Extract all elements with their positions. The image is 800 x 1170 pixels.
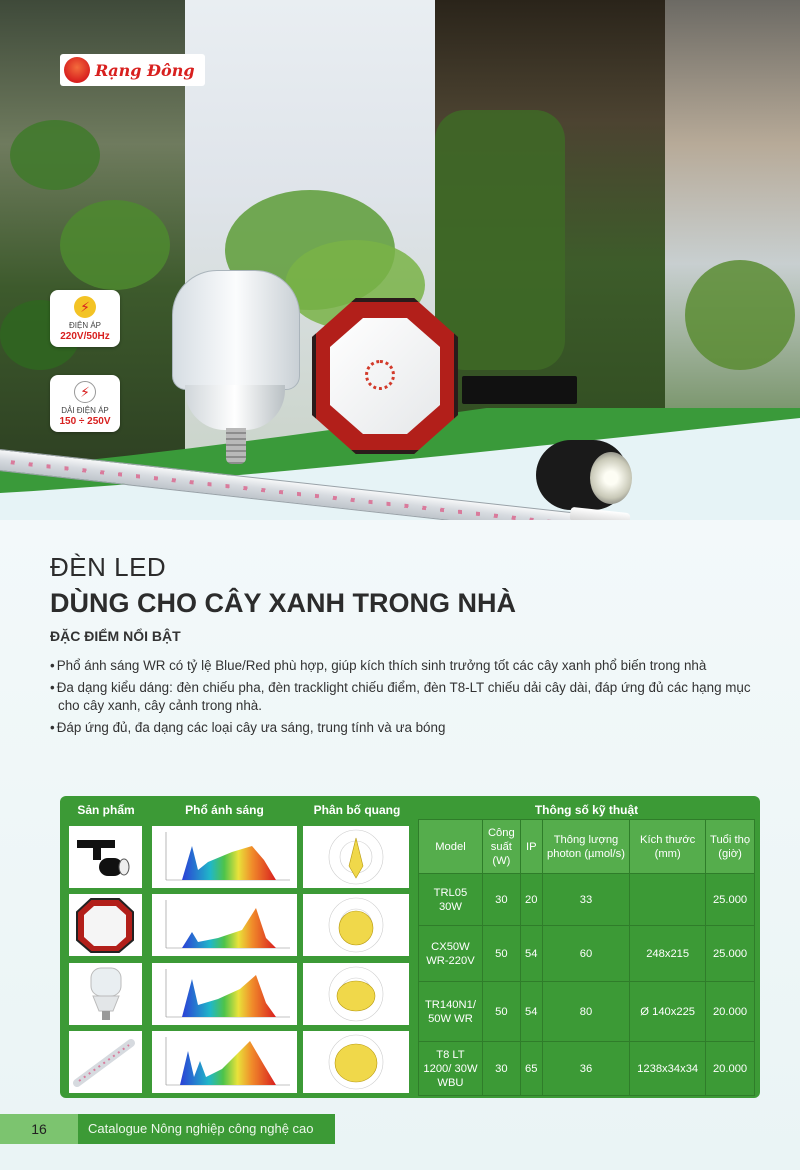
footer-title: Catalogue Nông nghiệp công nghệ cao <box>88 1121 314 1136</box>
feature-item: • Đáp ứng đủ, đa dạng các loại cây ưa sáng, trung tính và ưa bóng <box>50 719 770 737</box>
feature-item: • Phổ ánh sáng WR có tỷ lệ Blue/Red phù hợp, giúp kích thích sinh trưởng tốt các cây xanh phổ biến trong nhà <box>50 657 770 675</box>
light-distribution-4 <box>303 1031 409 1093</box>
cell-model: TRL05 30W <box>419 874 483 926</box>
light-distribution-3 <box>303 963 409 1025</box>
cell-photon: 60 <box>542 926 629 982</box>
led-bulb-cap <box>226 428 246 464</box>
spectrum-chart-3 <box>152 963 297 1025</box>
main-heading: DÙNG CHO CÂY XANH TRONG NHÀ <box>50 588 517 618</box>
spec-header-size: Kích thước (mm) <box>630 820 706 874</box>
cell-model: T8 LT 1200/ 30W WBU <box>419 1042 483 1096</box>
product-thumb-bulb <box>69 963 142 1025</box>
col-header-spectrum: Phổ ánh sáng <box>185 803 264 817</box>
cell-ip: 20 <box>520 874 542 926</box>
spectrum-chart-1 <box>152 826 297 888</box>
cell-photon: 33 <box>542 874 629 926</box>
spec-header-model: Model <box>419 820 483 874</box>
product-thumb-tube <box>69 1031 142 1093</box>
col-header-distribution: Phân bố quang <box>313 803 401 817</box>
brand-logo <box>60 54 205 86</box>
voltage-range-badge <box>50 375 120 432</box>
cell-power: 30 <box>482 874 520 926</box>
cell-photon: 80 <box>542 982 629 1042</box>
light-distribution-1 <box>303 826 409 888</box>
cell-size <box>630 874 706 926</box>
spec-header-row <box>419 820 755 874</box>
track-light-lens <box>590 452 632 504</box>
table-row <box>419 982 755 1042</box>
col-header-product: Sản phẩm <box>77 803 135 817</box>
cell-power: 50 <box>482 926 520 982</box>
track-light-rail <box>462 376 577 404</box>
voltage-badge <box>50 290 120 347</box>
sun-logo-icon <box>64 57 90 83</box>
cell-life: 25.000 <box>706 874 755 926</box>
spec-table <box>418 819 755 1096</box>
spec-header-life: Tuổi thọ (giờ) <box>706 820 755 874</box>
cell-photon: 36 <box>542 1042 629 1096</box>
cell-power: 30 <box>482 1042 520 1096</box>
table-row <box>419 1042 755 1096</box>
flood-light-led <box>365 360 395 390</box>
cell-model: CX50W WR-220V <box>419 926 483 982</box>
page-number: 16 <box>0 1114 78 1144</box>
voltage-range-value: 150 ÷ 250V <box>59 416 111 427</box>
cell-ip: 54 <box>520 982 542 1042</box>
hero-image <box>0 0 800 520</box>
voltage-range-icon: ⚡ <box>74 381 96 403</box>
spec-header-ip: IP <box>520 820 542 874</box>
cell-size: 248x215 <box>630 926 706 982</box>
spectrum-chart-2 <box>152 894 297 956</box>
cell-life: 20.000 <box>706 982 755 1042</box>
spec-header-power: Công suất (W) <box>482 820 520 874</box>
spec-header-photon: Thông lượng photon (µmol/s) <box>542 820 629 874</box>
features-heading: ĐẶC ĐIỂM NỔI BẬT <box>50 628 181 644</box>
col-header-specs: Thông số kỹ thuật <box>534 803 639 817</box>
voltage-range-label: DẢI ĐIỆN ÁP <box>61 406 109 415</box>
cell-ip: 65 <box>520 1042 542 1096</box>
cell-model: TR140N1/ 50W WR <box>419 982 483 1042</box>
spectrum-chart-4 <box>152 1031 297 1093</box>
cell-size: Ø 140x225 <box>630 982 706 1042</box>
product-thumb-tracklight <box>69 826 142 888</box>
product-thumb-floodlight <box>69 894 142 956</box>
cell-life: 20.000 <box>706 1042 755 1096</box>
led-bulb-product <box>172 270 300 390</box>
table-row <box>419 926 755 982</box>
sub-heading: ĐÈN LED <box>50 552 167 582</box>
feature-list <box>50 657 770 741</box>
light-distribution-2 <box>303 894 409 956</box>
voltage-badge-label: ĐIỆN ÁP <box>68 321 101 330</box>
cell-power: 50 <box>482 982 520 1042</box>
cell-size: 1238x34x34 <box>630 1042 706 1096</box>
voltage-badge-value: 220V/50Hz <box>60 331 110 342</box>
cell-ip: 54 <box>520 926 542 982</box>
brand-name: Rạng Đông <box>95 60 195 80</box>
table-row <box>419 874 755 926</box>
cell-life: 25.000 <box>706 926 755 982</box>
lightning-icon: ⚡ <box>74 296 96 318</box>
feature-item: • Đa dạng kiểu dáng: đèn chiếu pha, đèn tracklight chiếu điểm, đèn T8-LT chiếu dải cây dài, đáp ứng đủ các hạng mục cho cây xanh, cây cảnh trong nhà. <box>50 679 770 715</box>
